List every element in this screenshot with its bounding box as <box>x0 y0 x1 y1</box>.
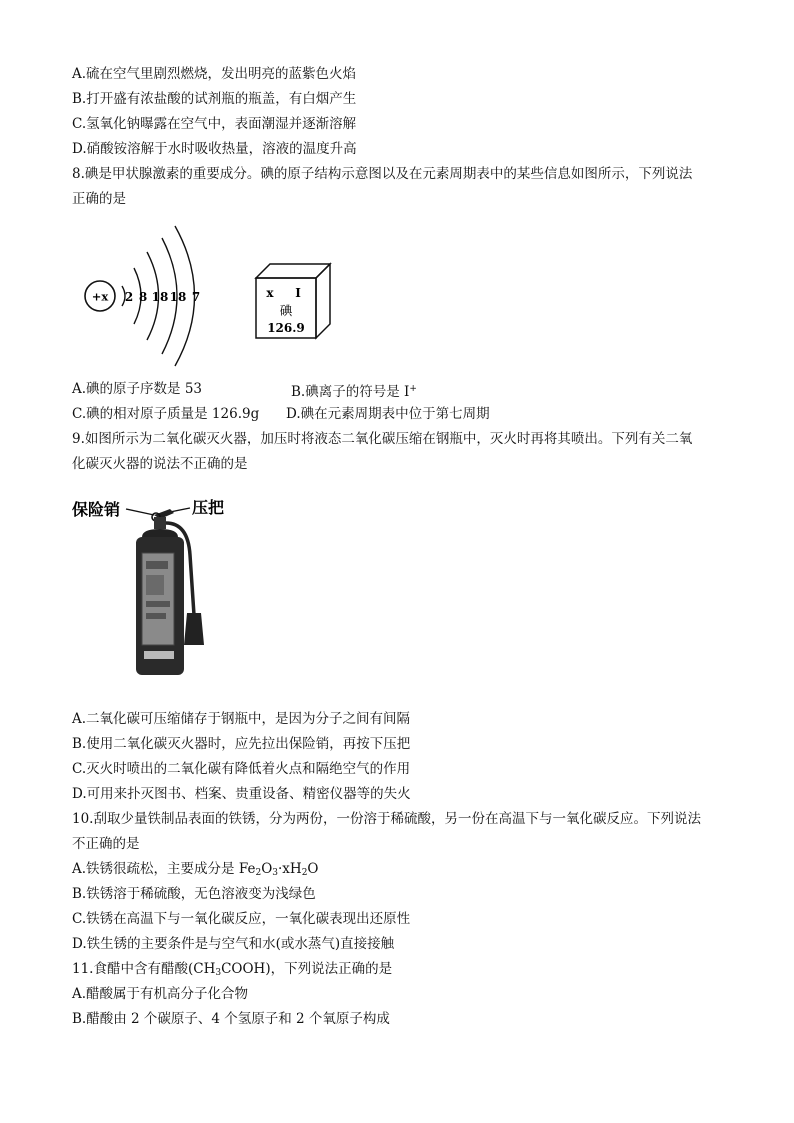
q7-option-c: C.氢氧化钠曝露在空气中，表面潮湿并逐渐溶解 <box>72 116 357 132</box>
q10-option-b: B.铁锈溶于稀硫酸，无色溶液变为浅绿色 <box>72 886 316 902</box>
q11-option-a: A.醋酸属于有机高分子化合物 <box>72 986 249 1002</box>
label-text-block-1 <box>146 561 168 569</box>
label-handle: 压把 <box>192 498 225 517</box>
pin-leader-line <box>126 509 154 515</box>
q8-stem-line1: 8.碘是甲状腺激素的重要成分。碘的原子结构示意图以及在元素周期表中的某些信息如图所示，下列说法 <box>72 166 693 182</box>
label-pictogram <box>146 575 164 595</box>
q9-option-a: A.二氧化碳可压缩储存于钢瓶中，是因为分子之间有间隔 <box>72 711 411 727</box>
q11-option-b: B.醋酸由 2 个碳原子、4 个氢原子和 2 个氧原子构成 <box>72 1011 390 1027</box>
q8-option-c: C.碘的相对原子质量是 126.9g <box>72 406 260 422</box>
q7-option-b: B.打开盛有浓盐酸的试剂瓶的瓶盖，有白烟产生 <box>72 91 357 107</box>
label-text-block-2 <box>146 601 170 607</box>
q8-option-a: A.碘的原子序数是 53 <box>72 381 203 397</box>
iodine-atom-structure-diagram <box>80 222 220 370</box>
formula-part: ·xH <box>278 861 302 877</box>
q8-option-d: D.碘在元素周期表中位于第七周期 <box>286 406 490 422</box>
q10-stem-line1: 10.刮取少量铁制品表面的铁锈，分为两份，一份溶于稀硫酸，另一份在高温下与一氧化碳反应。下列说法 <box>72 811 701 827</box>
q9-option-b: B.使用二氧化碳灭火器时，应先拉出保险销，再按下压把 <box>72 736 411 752</box>
q10-option-a-text: A.铁锈很疏松，主要成分是 Fe <box>72 861 256 877</box>
handle-leader-line <box>170 508 190 512</box>
q9-option-d: D.可用来扑灭图书、档案、贵重设备、精密仪器等的失火 <box>72 786 411 802</box>
cylinder-shoulder <box>142 529 178 537</box>
q7-option-d: D.硝酸铵溶解于水时吸收热量，溶液的温度升高 <box>72 141 357 157</box>
formula-part: O <box>307 861 319 877</box>
q9-stem-line1: 9.如图所示为二氧化碳灭火器，加压时将液态二氧化碳压缩在钢瓶中，灭火时再将其喷出。下列有关二氧 <box>72 431 693 447</box>
element-atomic-mass: 126.9 <box>267 321 305 335</box>
q9-option-c: C.灭火时喷出的二氧化碳有降低着火点和隔绝空气的作用 <box>72 761 411 777</box>
subscript: 2 <box>301 868 308 878</box>
shell-electrons-5: 7 <box>191 290 201 304</box>
nucleus-charge: +x <box>91 289 109 304</box>
shell-electrons-4: 18 <box>169 290 187 304</box>
q9-stem-line2: 化碳灭火器的说法不正确的是 <box>72 456 248 472</box>
q11-stem <box>72 960 392 982</box>
q7-option-a: A.硫在空气里剧烈燃烧，发出明亮的蓝紫色火焰 <box>72 66 357 82</box>
q8-option-b <box>291 380 417 401</box>
subscript: 3 <box>215 968 222 978</box>
label-safety-pin: 保险销 <box>72 500 121 519</box>
discharge-horn <box>184 613 204 645</box>
subscript: 2 <box>255 868 262 878</box>
element-symbol: I <box>295 286 301 300</box>
q11-stem-text: 11.食醋中含有醋酸(CH <box>72 961 216 977</box>
cube-side-face <box>316 264 330 338</box>
element-name: 碘 <box>279 303 293 318</box>
q11-stem-text-end: COOH)，下列说法正确的是 <box>221 961 393 977</box>
q8-option-b-charge: + <box>409 384 417 394</box>
q8-stem-line2: 正确的是 <box>72 191 126 207</box>
subscript: 3 <box>272 868 278 878</box>
co2-fire-extinguisher-illustration <box>70 495 240 680</box>
q10-option-d: D.铁生锈的主要条件是与空气和水(或水蒸气)直接接触 <box>72 936 395 952</box>
q10-option-a <box>72 860 319 882</box>
periodic-table-cell-iodine <box>252 262 332 346</box>
shell-electrons-1: 2 <box>124 290 134 304</box>
valve-head <box>154 517 166 529</box>
shell-electrons-3: 18 <box>151 290 169 304</box>
cylinder-band <box>144 651 174 659</box>
shell-electrons-2: 8 <box>138 290 148 304</box>
element-atomic-number: x <box>266 286 274 300</box>
formula-part: O <box>261 861 273 877</box>
label-text-block-3 <box>146 613 166 619</box>
q10-option-c: C.铁锈在高温下与一氧化碳反应，一氧化碳表现出还原性 <box>72 911 411 927</box>
q8-option-b-text: B.碘离子的符号是 I <box>291 384 410 400</box>
q10-stem-line2: 不正确的是 <box>72 836 140 852</box>
